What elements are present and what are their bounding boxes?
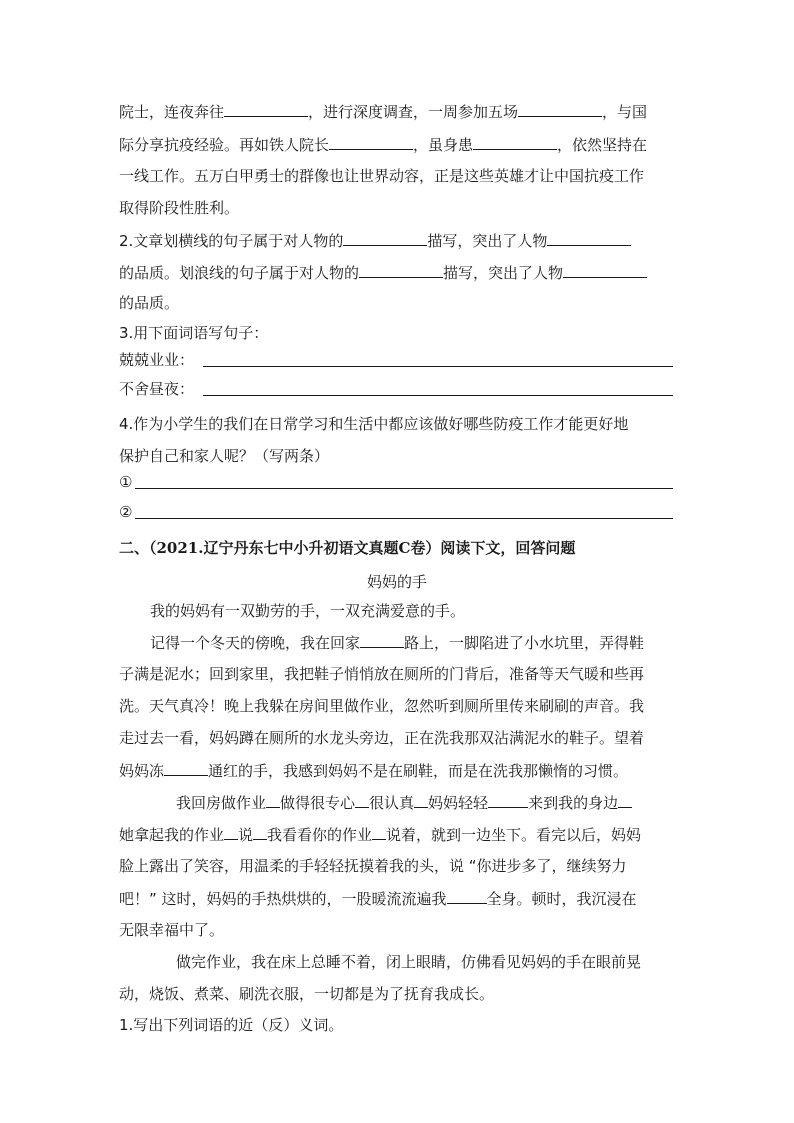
q3-answer-line-1[interactable] — [203, 366, 673, 367]
story-p3-line5: 无限幸福中了。 — [119, 921, 225, 939]
text: 通红的手，我感到妈妈不是在刷鞋，而是在洗我那懒惰的习惯。 — [208, 762, 629, 780]
para1-line4: 取得阶段性胜利。 — [119, 199, 240, 217]
fill-blank[interactable] — [359, 262, 443, 278]
q4-marker-2: ② — [119, 503, 133, 521]
q2-line1 — [119, 230, 631, 251]
text: 院士，连夜奔往 — [119, 103, 225, 121]
story-p2-line3: 洗。天气真冷！晚上我躲在房间里做作业，忽然听到厕所里传来刷刷的声音。我 — [119, 697, 645, 715]
text: 妈妈轻轻 — [428, 794, 489, 812]
q4-line1: 4.作为小学生的我们在日常学习和生活中都应该做好哪些防疫工作才能更好地 — [119, 415, 629, 433]
punct-blank[interactable] — [266, 792, 280, 808]
fill-blank[interactable] — [447, 888, 487, 904]
text: 说着，就到一边坐下。看完以后，妈妈 — [386, 826, 642, 844]
q4-answer-line-2[interactable] — [135, 518, 673, 519]
story-p4-line1: 做完作业，我在床上总睡不着，闭上眼睛，仿佛看见妈妈的手在眼前晃 — [176, 953, 642, 971]
punct-blank[interactable] — [372, 824, 386, 840]
punct-blank[interactable] — [618, 792, 632, 808]
punct-blank[interactable] — [414, 792, 428, 808]
story-p2-line5 — [119, 760, 628, 781]
story-p2-line2: 子满是泥水；回到家里，我把鞋子悄悄放在厕所的门背后，准备等天气暖和些再 — [119, 665, 645, 683]
story-p2-line4: 走过去一看，妈妈蹲在厕所的水龙头旁边，正在洗我那双沾满泥水的鞋子。望着 — [119, 729, 645, 747]
q2-line2 — [119, 262, 647, 283]
para1-line3: 一线工作。五万白甲勇士的群像也让世界动容，正是这些英雄才让中国抗疫工作 — [119, 167, 645, 185]
fill-blank[interactable] — [164, 760, 208, 776]
story-title: 妈妈的手 — [366, 573, 427, 591]
para1-line1 — [119, 101, 647, 122]
punct-blank[interactable] — [224, 824, 238, 840]
q3-word1: 兢兢业业： — [119, 351, 195, 369]
text: 吧！” 这时，妈妈的手热烘烘的，一股暖流流遍我 — [119, 890, 447, 908]
text: 路上，一脚陷进了小水坑里，弄得鞋 — [404, 634, 645, 652]
fill-blank[interactable] — [473, 134, 557, 150]
q2-line3: 的品质。 — [119, 294, 180, 312]
text: 很认真 — [369, 794, 415, 812]
story-p3-line1 — [176, 792, 632, 813]
text: 2.文章划横线的句子属于对人物的 — [119, 232, 344, 250]
question-1-prompt: 1.写出下列词语的近（反）义词。 — [119, 1016, 344, 1034]
punct-blank[interactable] — [355, 792, 369, 808]
text: 全身。顿时，我沉浸在 — [486, 890, 637, 908]
fill-blank[interactable] — [518, 101, 602, 117]
q4-marker-1: ① — [119, 473, 133, 491]
q3-prompt: 3.用下面词语写句子： — [119, 324, 269, 342]
fill-blank[interactable] — [563, 262, 647, 278]
text: 的品质。划浪线的句子属于对人物的 — [119, 264, 360, 282]
story-p3-line4 — [119, 888, 637, 909]
text: 描写，突出了人物 — [443, 264, 564, 282]
fill-blank[interactable] — [343, 230, 427, 246]
text: 她拿起我的作业 — [119, 826, 225, 844]
q3-word2: 不舍昼夜： — [119, 380, 195, 398]
text: 来到我的身边 — [528, 794, 619, 812]
story-p4-line2: 动，烧饭、煮菜、刷洗衣服，一切都是为了抚育我成长。 — [119, 985, 495, 1003]
punct-blank[interactable] — [253, 824, 267, 840]
story-p3-line3: 脸上露出了笑容，用温柔的手轻轻抚摸着我的头，说 “你进步多了，继续努力 — [119, 857, 627, 875]
text: ，虽身患 — [413, 136, 474, 154]
fill-blank[interactable] — [488, 792, 528, 808]
q4-answer-line-1[interactable] — [135, 488, 673, 489]
q4-line2: 保护自己和家人呢？（写两条） — [119, 447, 330, 465]
fill-blank[interactable] — [547, 230, 631, 246]
fill-blank[interactable] — [329, 134, 413, 150]
text: 际分享抗疫经验。再如铁人院长 — [119, 136, 330, 154]
text: ，与国 — [602, 103, 648, 121]
text: 描写，突出了人物 — [427, 232, 548, 250]
fill-blank[interactable] — [224, 101, 308, 117]
story-p3-line2 — [119, 824, 641, 845]
text: 我看看你的作业 — [267, 826, 373, 844]
story-p2-line1 — [150, 632, 644, 653]
story-p1: 我的妈妈有一双勤劳的手，一双充满爱意的手。 — [150, 602, 466, 620]
text: 妈妈冻 — [119, 762, 165, 780]
text: ，依然坚持在 — [557, 136, 648, 154]
text: ，进行深度调查，一周参加五场 — [308, 103, 519, 121]
text: 说 — [238, 826, 254, 844]
para1-line2 — [119, 134, 647, 155]
text: 记得一个冬天的傍晚，我在回家 — [150, 634, 361, 652]
q3-answer-line-2[interactable] — [203, 395, 673, 396]
text: 我回房做作业 — [176, 794, 267, 812]
section-heading: 二、（2021.辽宁丹东七中小升初语文真题C卷）阅读下文，回答问题 — [119, 539, 576, 557]
fill-blank[interactable] — [360, 632, 404, 648]
text: 做得很专心 — [280, 794, 356, 812]
